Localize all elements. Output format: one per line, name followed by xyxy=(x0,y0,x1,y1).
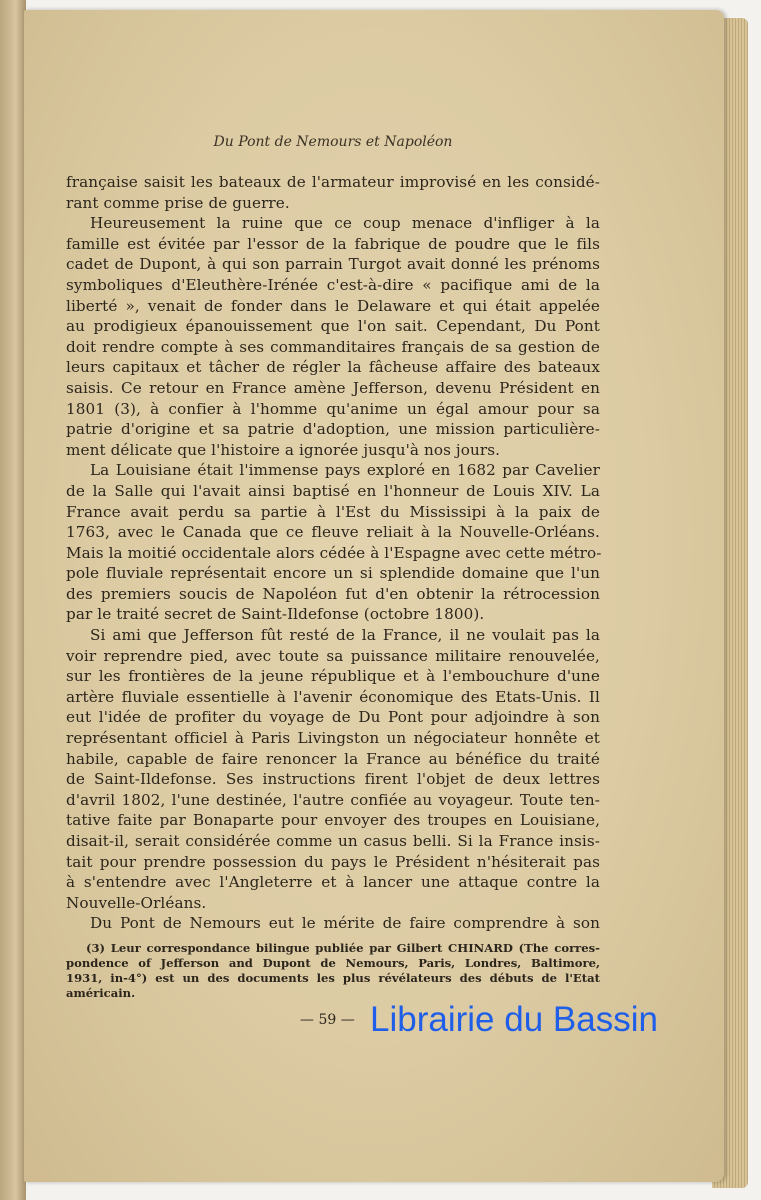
text-line: sur les frontières de la jeune république et à l'embouchure d'une xyxy=(66,667,600,686)
text-line: Nouvelle-Orléans. xyxy=(66,893,207,912)
text-line: tative faite par Bonaparte pour envoyer des troupes en Louisiane, xyxy=(66,811,600,830)
text-line: Mais la moitié occidentale alors cédée à l'Espagne avec cette métro- xyxy=(66,543,602,562)
text-line: habile, capable de faire renoncer la France au bénéfice du traité xyxy=(66,749,600,768)
text-line: eut l'idée de profiter du voyage de Du Pont pour adjoindre à son xyxy=(66,708,600,727)
text-line: 1801 (3), à confier à l'homme qu'anime un égal amour pour sa xyxy=(66,399,600,418)
text-line: La Louisiane était l'immense pays exploré en 1682 par Cavelier xyxy=(90,461,600,480)
text-line: de la Salle qui l'avait ainsi baptisé en l'honneur de Louis XIV. La xyxy=(66,481,600,500)
paragraph xyxy=(66,625,600,913)
text-line: par le traité secret de Saint-Ildefonse (octobre 1800). xyxy=(66,605,485,624)
text-line: 1763, avec le Canada que ce fleuve reliait à la Nouvelle-Orléans. xyxy=(66,523,600,542)
text-line: d'avril 1802, l'une destinée, l'autre confiée au voyageur. Toute ten- xyxy=(66,790,600,809)
text-line: France avait perdu sa partie à l'Est du Mississipi à la paix de xyxy=(66,502,600,521)
text-line: saisis. Ce retour en France amène Jefferson, devenu Président en xyxy=(66,378,600,397)
text-line: Si ami que Jefferson fût resté de la France, il ne voulait pas la xyxy=(90,626,600,645)
text-line: représentant officiel à Paris Livingston un négociateur honnête et xyxy=(66,729,600,748)
paragraph xyxy=(66,213,600,460)
text-line: pole fluviale représentait encore un si splendide domaine que l'un xyxy=(66,564,600,583)
text-line: patrie d'origine et sa patrie d'adoption, une mission particulière- xyxy=(66,420,600,439)
text-line: famille est évitée par l'essor de la fabrique de poudre que le fils xyxy=(66,234,600,253)
text-line: leurs capitaux et tâcher de régler la fâcheuse affaire des bateaux xyxy=(66,358,600,377)
paragraph xyxy=(66,460,600,625)
text-line: des premiers soucis de Napoléon fut d'en obtenir la rétrocession xyxy=(66,584,600,603)
text-line: Du Pont de Nemours eut le mérite de faire comprendre à son xyxy=(90,914,600,933)
text-line: à s'entendre avec l'Angleterre et à lancer une attaque contre la xyxy=(66,873,600,892)
text-line: cadet de Dupont, à qui son parrain Turgot avait donné les prénoms xyxy=(66,255,600,274)
footnote-line: pondence of Jefferson and Dupont de Nemours, Paris, Londres, Baltimore, xyxy=(66,956,600,970)
text-line: doit rendre compte à ses commanditaires français de sa gestion de xyxy=(66,337,600,356)
text-line: au prodigieux épanouissement que l'on sait. Cependant, Du Pont xyxy=(66,317,600,336)
text-line: ment délicate que l'histoire a ignorée jusqu'à nos jours. xyxy=(66,440,501,459)
text-line: de Saint-Ildefonse. Ses instructions firent l'objet de deux lettres xyxy=(66,770,600,789)
text-line: rant comme prise de guerre. xyxy=(66,193,290,212)
watermark: Librairie du Bassin xyxy=(370,1000,658,1039)
facing-page-edge xyxy=(0,0,26,1200)
text-line: symboliques d'Eleuthère-Irénée c'est-à-dire « pacifique ami de la xyxy=(66,275,600,294)
footnote xyxy=(66,941,600,1001)
paragraph xyxy=(66,913,600,934)
footnote-line: 1931, in-4°) est un des documents les plus révélateurs des débuts de l'Etat xyxy=(66,971,600,985)
text-line: liberté », venait de fonder dans le Delaware et qui était appelée xyxy=(66,296,600,315)
page-number: — 59 — xyxy=(300,1012,355,1028)
text-line: française saisit les bateaux de l'armateur improvisé en les considé- xyxy=(66,173,600,191)
text-line: tait pour prendre possession du pays le Président n'hésiterait pas xyxy=(66,852,600,871)
paragraph xyxy=(66,172,600,213)
text-line: artère fluviale essentielle à l'avenir économique des Etats-Unis. Il xyxy=(66,687,600,706)
footnote-line: américain. xyxy=(66,986,136,1000)
running-head: Du Pont de Nemours et Napoléon xyxy=(213,134,453,150)
footnote-line: (3) Leur correspondance bilingue publiée par Gilbert CHINARD (The corres- xyxy=(86,941,600,955)
text-line: voir reprendre pied, avec toute sa puissance militaire renouvelée, xyxy=(66,646,600,665)
text-line: Heureusement la ruine que ce coup menace d'infliger à la xyxy=(90,214,600,233)
body-text xyxy=(66,172,600,934)
text-line: disait-il, serait considérée comme un casus belli. Si la France insis- xyxy=(66,832,600,850)
